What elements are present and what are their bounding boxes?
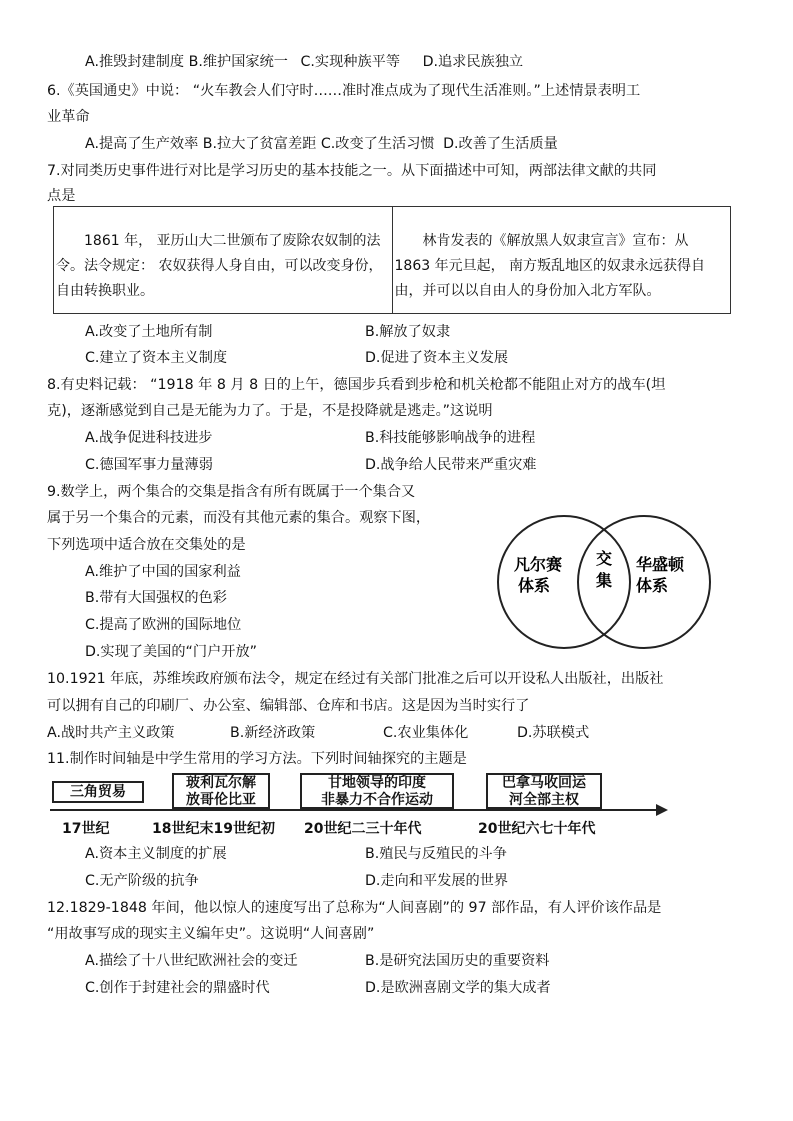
q5-option-b[interactable]: B.维护国家统一 [188, 54, 288, 70]
q5-options-row [85, 51, 523, 73]
q6-stem-line2: 业革命 [47, 109, 90, 125]
q7-option-a[interactable]: A.改变了土地所有制 [85, 324, 213, 340]
q7-table-left-cell: 1861 年， 亚历山大二世颁布了废除农奴制的法令。法令规定： 农奴获得人身自由，可以改变身份， 自由转换职业。 [54, 207, 393, 314]
q12-stem-line1: 12.1829-1848 年间，他以惊人的速度写出了总称为“人间喜剧”的 97 部作品，有人评价该作品是 [47, 900, 662, 916]
q9-stem-line3: 下列选项中适合放在交集处的是 [47, 537, 246, 553]
q9-stem-line1: 9.数学上，两个集合的交集是指含有所有既属于一个集合又 [47, 484, 416, 500]
q10-stem-line1: 10.1921 年底，苏维埃政府颁布法令，规定在经过有关部门批准之后可以开设私人出版社，出版社 [47, 671, 664, 687]
q7-option-b[interactable]: B.解放了奴隶 [365, 324, 451, 340]
timeline-label-4: 20世纪六七十年代 [478, 821, 596, 837]
q6-option-c[interactable]: C.改变了生活习惯 [320, 136, 435, 152]
q12-option-c[interactable]: C.创作于封建社会的鼎盛时代 [85, 980, 270, 996]
q11-option-c[interactable]: C.无产阶级的抗争 [85, 873, 199, 889]
q7-table-right-cell: 林肯发表的《解放黑人奴隶宣言》宣布：从 1863 年元旦起， 南方叛乱地区的奴隶永远获得自由，并可以以自由人的身份加入北方军队。 [392, 207, 731, 314]
q6-option-d[interactable]: D.改善了生活质量 [443, 136, 558, 152]
q6-option-a[interactable]: A.提高了生产效率 [85, 136, 199, 152]
timeline-box-3-line2: 非暴力不合作运动 [321, 792, 433, 808]
q9-option-a[interactable]: A.维护了中国的国家利益 [85, 564, 241, 580]
q5-option-a[interactable]: A.推毁封建制度 [85, 54, 185, 70]
q7-comparison-table [53, 206, 731, 314]
q6-stem-line1: 6.《英国通史》中说： “火车教会人们守时……准时准点成为了现代生活准则。”上述情景表明工 [47, 83, 641, 99]
timeline-axis [50, 809, 660, 811]
q5-option-d[interactable]: D.追求民族独立 [422, 54, 524, 70]
q11-option-a[interactable]: A.资本主义制度的扩展 [85, 846, 227, 862]
q8-option-d[interactable]: D.战争给人民带来严重灾难 [365, 457, 537, 473]
q10-stem-line2: 可以拥有自己的印刷厂、办公室、编辑部、仓库和书店。这是因为当时实行了 [47, 698, 530, 714]
q10-option-b[interactable]: B.新经济政策 [230, 725, 316, 741]
venn-center-label-2: 集 [595, 571, 613, 590]
q8-option-b[interactable]: B.科技能够影响战争的进程 [365, 430, 536, 446]
q8-option-c[interactable]: C.德国军事力量薄弱 [85, 457, 213, 473]
q10-option-d[interactable]: D.苏联模式 [517, 725, 590, 741]
q8-stem-line1: 8.有史料记载： “1918 年 8 月 8 日的上午，德国步兵看到步枪和机关枪都不能阻止对方的战车(坦 [47, 377, 666, 393]
timeline-box-bolivar [172, 773, 270, 809]
q9-option-c[interactable]: C.提高了欧洲的国际地位 [85, 617, 242, 633]
q7-stem-line1: 7.对同类历史事件进行对比是学习历史的基本技能之一。从下面描述中可知，两部法律文献的共同 [47, 163, 657, 179]
timeline-box-2-line2: 放哥伦比亚 [186, 792, 256, 808]
timeline-box-1-line1: 三角贸易 [70, 784, 126, 800]
timeline-box-3-line1: 甘地领导的印度 [328, 775, 426, 791]
q11-timeline [50, 770, 670, 840]
venn-left-label-1: 凡尔赛 [513, 555, 563, 574]
q8-option-a[interactable]: A.战争促进科技进步 [85, 430, 213, 446]
q7-stem-line2: 点是 [47, 188, 76, 204]
q10-option-c[interactable]: C.农业集体化 [383, 725, 469, 741]
venn-left-label-2: 体系 [517, 576, 551, 595]
q9-option-d[interactable]: D.实现了美国的“门户开放” [85, 644, 258, 660]
q7-option-c[interactable]: C.建立了资本主义制度 [85, 350, 228, 366]
q9-option-b[interactable]: B.带有大国强权的色彩 [85, 590, 227, 606]
q6-options-row [85, 133, 558, 155]
q12-stem-line2: “用故事写成的现实主义编年史”。这说明“人间喜剧” [47, 926, 375, 942]
timeline-label-1: 17世纪 [62, 821, 110, 837]
timeline-arrow-icon [656, 804, 668, 816]
timeline-box-panama [486, 773, 602, 809]
venn-right-label-1: 华盛顿 [635, 555, 685, 574]
q6-option-b[interactable]: B.拉大了贫富差距 [202, 136, 317, 152]
timeline-label-3: 20世纪二三十年代 [304, 821, 422, 837]
timeline-label-2: 18世纪末19世纪初 [152, 821, 275, 837]
q10-option-a[interactable]: A.战时共产主义政策 [47, 725, 175, 741]
q12-option-a[interactable]: A.描绘了十八世纪欧洲社会的变迁 [85, 953, 298, 969]
q11-option-b[interactable]: B.殖民与反殖民的斗争 [365, 846, 507, 862]
q12-option-b[interactable]: B.是研究法国历史的重要资料 [365, 953, 550, 969]
timeline-box-2-line1: 玻利瓦尔解 [186, 775, 256, 791]
q11-option-d[interactable]: D.走向和平发展的世界 [365, 873, 509, 889]
q11-stem: 11.制作时间轴是中学生常用的学习方法。下列时间轴探究的主题是 [47, 751, 467, 767]
timeline-box-triangle-trade [52, 781, 144, 803]
q12-option-d[interactable]: D.是欧洲喜剧文学的集大成者 [365, 980, 551, 996]
timeline-box-4-line2: 河全部主权 [509, 792, 579, 808]
timeline-box-gandhi [300, 773, 454, 809]
q9-stem-line2: 属于另一个集合的元素，而没有其他元素的集合。观察下图， [47, 510, 431, 526]
venn-center-label-1: 交 [595, 549, 613, 568]
q8-stem-line2: 克)，逐渐感觉到自己是无能为力了。于是，不是投降就是逃走。”这说明 [47, 403, 493, 419]
q5-option-c[interactable]: C.实现种族平等 [300, 54, 401, 70]
venn-right-label-2: 体系 [635, 576, 669, 595]
timeline-box-4-line1: 巴拿马收回运 [502, 775, 586, 791]
q7-option-d[interactable]: D.促进了资本主义发展 [365, 350, 509, 366]
q9-venn-diagram [494, 512, 724, 652]
